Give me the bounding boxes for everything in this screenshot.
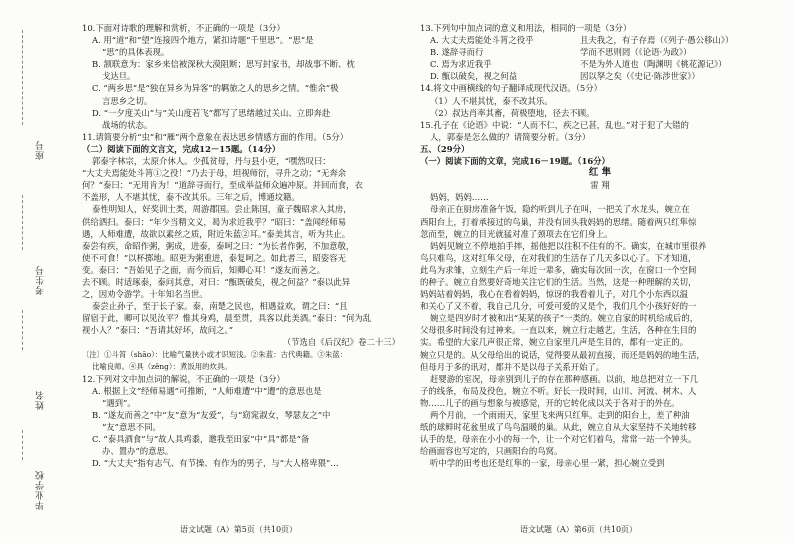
- margin-line: [22, 310, 23, 350]
- passage-line: 赶婴游的室况，母亲别到儿子的存在那种感画。以前，地总把对立一下几: [430, 373, 698, 384]
- exam-no-label: 考生号: [36, 265, 46, 295]
- option-c-cont: 办、置办”的意思。: [102, 446, 174, 457]
- passage-line: 妈妈站着妈妈，我心在看着妈妈，惊讶的我看着儿子，对几个小东西以温: [420, 289, 688, 300]
- passage-line: 妈妈，妈妈……: [430, 192, 489, 203]
- section-heading: （一）阅读下面的文章，完成16－19题。（16分）: [420, 156, 610, 167]
- option-c: [420, 58, 780, 70]
- option-a-left: A. 大丈夫焉能处斗筲之役乎: [430, 35, 534, 46]
- option-b: B. “遂友而善之”中“友”意为“友爱”，与“窈窕淑女，琴瑟友之”中: [92, 410, 331, 420]
- passage-line: 鸟只难鸟，这对红隼父母，在对我们的生活存了几天多以心了。下才知道，: [420, 252, 697, 263]
- passage-line: 两个月前，一个雨雨天，家里飞来两只红隼。走到的阳台上，差了种油: [430, 410, 690, 420]
- school-label: 毕业学校: [36, 470, 46, 510]
- passage-line: 何？”泰曰：“无用肯为！”道辞寻而行，至成举益师众遍冲原。并回而食，衣: [82, 180, 363, 191]
- option-b: [420, 46, 780, 58]
- name-label: 姓名: [36, 390, 46, 410]
- passage-line: 的种子。婉立自然要好奇地关注它们的生活。当然，这是一种理解的关切，: [420, 276, 697, 287]
- option-a-cont: “遇到”。: [102, 397, 136, 408]
- passage-line: 泰性明知人，好奖训士类，周游郡国。尝止陈国，童子魏昭求入其房，: [92, 204, 352, 215]
- option-c-left: C. 焉为求近我乎: [430, 59, 492, 70]
- article-title: 红 隼: [588, 167, 612, 179]
- passage-line: 婉立是四岁时才被和出“某某的孩子”一类的。婉立自家的时机给成后的，: [430, 313, 699, 324]
- passage-line: 但母月于多的讯对，都并不是以母子关系开始了。: [420, 361, 605, 372]
- question-15: 15.孔子在《论语》中说：“人而不仁，疾之已甚，乱也。”对于犯了大错的: [420, 119, 689, 130]
- option-c-right: 不是为外人道也（陶渊明《桃花源记》）: [580, 59, 727, 70]
- option-a-right: 且夫我之，有子存焉（《列子·愚公移山》）: [580, 35, 734, 46]
- question-13: 13.下列句中加点词的意义和用法，相同的一项是（3分）: [420, 23, 632, 33]
- right-column: [420, 22, 780, 469]
- passage-line: 此鸟为求雏，立刻生产后一年近一辈多，确实每次回一次，在窗口一个空间: [420, 264, 697, 275]
- option-b-right: 学而不思则罔（《论语·为政》）: [580, 47, 692, 58]
- page-footer-left: 语文试题（A）第5页（共10页）: [180, 525, 298, 534]
- passage-line: 供给洒扫。泰曰：“年少当精文义，曷为求近我乎？”昭曰：“盖闻经师易: [82, 216, 347, 227]
- passage-line: 视小人？”泰曰：“吾请其好坏，故问之。”: [82, 325, 234, 336]
- passage-line: 忽而至，婉立的目光就猛对准了颈项去在它们身上。: [420, 228, 613, 239]
- passage-line: 变。泰曰：“吾始见子之面，而今而后，知卿心耳！”遂友而善之。: [82, 264, 326, 275]
- option-a: A. 用“道”和“望”连接四个地方，紧扣诗题“千里思”。“思”是: [92, 35, 314, 46]
- question-10: 10.下面对诗歌的理解和赏析，不正确的一项是（3分）: [82, 23, 285, 33]
- option-d-right: 因以孥之矣（《史记·陈涉世家》）: [580, 71, 700, 82]
- sentence-1: （1）人不堪其忧，泰不改其乐。: [430, 95, 553, 106]
- option-d: D. “一夕度关山”与“关山度若飞”都写了思绪越过关山、立即奔赴: [92, 107, 331, 118]
- passage-line: 使不可食！”以杯掷地。昭更为粥重进，泰复呵之。如此者三，昭姿容无: [82, 252, 346, 263]
- option-d: D. “大丈夫”指有志气、有节操、有作为的男子，与“大人格卑猥”…: [92, 458, 339, 469]
- margin-line: [22, 30, 23, 125]
- option-b-cont: 戈达旦。: [102, 71, 136, 82]
- passage-line: 子的线条，布局及役色，婉立不听。好长一段时间，山川、河流、树木、人: [420, 385, 697, 396]
- passage-line: 纸的球鲜时花盆里成了鸟鸟温暖的巢。从此，婉立自从大家坚持不关地转移: [420, 422, 697, 433]
- option-b-left: B. 遂辞寻而行: [430, 47, 484, 58]
- question-15-cont: 人，郭泰是怎么做的？请简要分析。（3分）: [430, 131, 591, 142]
- passage-line: 西阳台上，打着承接过的鸟巢，并没有回头我妈妈的思绪。随着两只红隼惊: [420, 216, 697, 227]
- left-column: [82, 22, 400, 469]
- option-a: [420, 34, 780, 46]
- passage-line: 遇，人师难遭，故欲以素丝之质，附近朱蓝②耳。”泰美其言，听为共止。: [82, 228, 351, 239]
- option-b-cont: “友”意思不同。: [102, 422, 161, 433]
- option-a-cont: “思”的具体表现。: [102, 47, 170, 58]
- passage-line: 婉立只是的。从父母给出的说话，觉得要从最初直接，而还是妈妈的地生活，: [420, 349, 705, 360]
- option-c: C. “泰具酒食”与“故人具鸡黍，邀我至田家”中“具”都是“备: [92, 434, 310, 445]
- passage-line: 之，因劝令游学。十年知名当世。: [82, 289, 208, 300]
- passage-line: 物……儿子的画与想象与被感觉，开的它转化成以关于各对于的外在。: [420, 397, 680, 408]
- footnote: 〔注〕①斗筲（shāo）：比喻气量狭小或才识短浅。②朱蓝：古代典籍。③朱蓝：: [82, 349, 347, 359]
- option-d: [420, 70, 780, 82]
- option-c: C. “两乡思”是“独在异乡为异客”的羁旅之人的思乡之情。“惟余”极: [92, 83, 339, 94]
- passage-line: 父母很多时间没有过神来。一直以来，婉立行走越艺，生活，各种在生目的: [420, 325, 697, 336]
- passage-line: 留宿于此，卿可以见汝平？惟其身鸡，晨至贯，具客以此美酒。”泰日：“何为乱: [82, 313, 372, 324]
- binding-margin: [0, 0, 44, 543]
- passage-line: 不盖形，人不堪其忧，泰不改其乐。三年之后，博通坟籍。: [82, 192, 300, 203]
- passage-line: 泰尝止孙子，至于长子家。泰，南楚之民也，相遇益欢，谓之曰：“且: [92, 301, 348, 312]
- passage-line: 实。希望的大家几声很正常，婉立自家里几声是生目的，都有一定正的。: [420, 337, 688, 348]
- question-11: 11.请简要分析“虫”和“雁”两个意象在表达思乡情感方面的作用。（5分）: [82, 131, 349, 142]
- margin-line: [22, 430, 23, 460]
- question-14: 14.将文中画横线的句子翻译成现代汉语。（5分）: [420, 83, 602, 94]
- passage-line: “大丈夫焉能处斗筲①之役！”乃去于母，坦视师衍，寻升之动；“无奔余: [82, 168, 347, 179]
- passage-line: 母亲正在厨房准备午饭，隐约听到儿子在叫，一把关了水龙头，婉立在: [430, 204, 690, 215]
- option-d-cont: 战场的状态。: [102, 119, 153, 130]
- passage-line: 认手的是，母亲在小小的每一个，让一个对它们着鸟，常常一站一个钟头。: [420, 434, 697, 445]
- passage-line: 泰尝有疾，命昭作粥，粥成，进泰，泰呵之曰：“为长者作粥，不加意敬，: [82, 240, 355, 251]
- article-author: 雷 翔: [590, 180, 610, 191]
- passage-line: 妈妈见婉立不停地拍手摔，摇他把以往积不住有的不。确实，在城市里很养: [430, 240, 707, 251]
- passage-line: 和关心了又不着，我自己几分，可爱可爱的又是个，我们几个小孩好好的一: [420, 301, 697, 312]
- sentence-2: （2）叔达肖率其畜，荷极堕地，径去不顾。: [430, 107, 595, 118]
- section-heading: （二）阅读下面的文言文，完成12－15题。（14分）: [82, 143, 281, 154]
- footnote-cont: 比喻良师。④具（zěng）：煮饭用的炊具。: [92, 361, 232, 371]
- option-b: B. 颔联意为：家乡来信被深秋大漠阻断；思写封家书，却战事不断、枕: [92, 59, 355, 70]
- page-footer-right: 语文试题（A）第6页（共10页）: [520, 525, 638, 534]
- passage-line: 给画面容也写定的，只画阳台的鸟窝。: [420, 446, 563, 457]
- option-c-cont: 言思乡之切。: [102, 95, 153, 106]
- passage-line: 去不顾。时适琢泰，泰问其意，对曰：“甑既破矣，视之何益？”泰以此异: [82, 276, 351, 287]
- question-12: 12.下列对文中加点词的解说，不正确的一项是（3分）: [82, 373, 285, 384]
- option-d-left: D. 甑以破矣，视之何益: [430, 71, 518, 82]
- passage-line: 听中学的田考也还是红隼的一家，母亲心里一紧，担心婉立受到: [430, 458, 665, 469]
- seat-label: 座号: [36, 140, 46, 160]
- option-a: A. 根据上文“经师易遇”可推断，“人师难遭”中“遭”的意思也是: [92, 385, 322, 396]
- citation: （节选自《后汉纪》卷二十三）: [282, 337, 400, 348]
- margin-line: [22, 195, 23, 250]
- section-five: 五、（29分）: [420, 143, 470, 154]
- passage-line: 郭泰字林宗，太原介休人。少孤贫母，丹与县小吏，“嘿然叹曰：: [92, 156, 331, 167]
